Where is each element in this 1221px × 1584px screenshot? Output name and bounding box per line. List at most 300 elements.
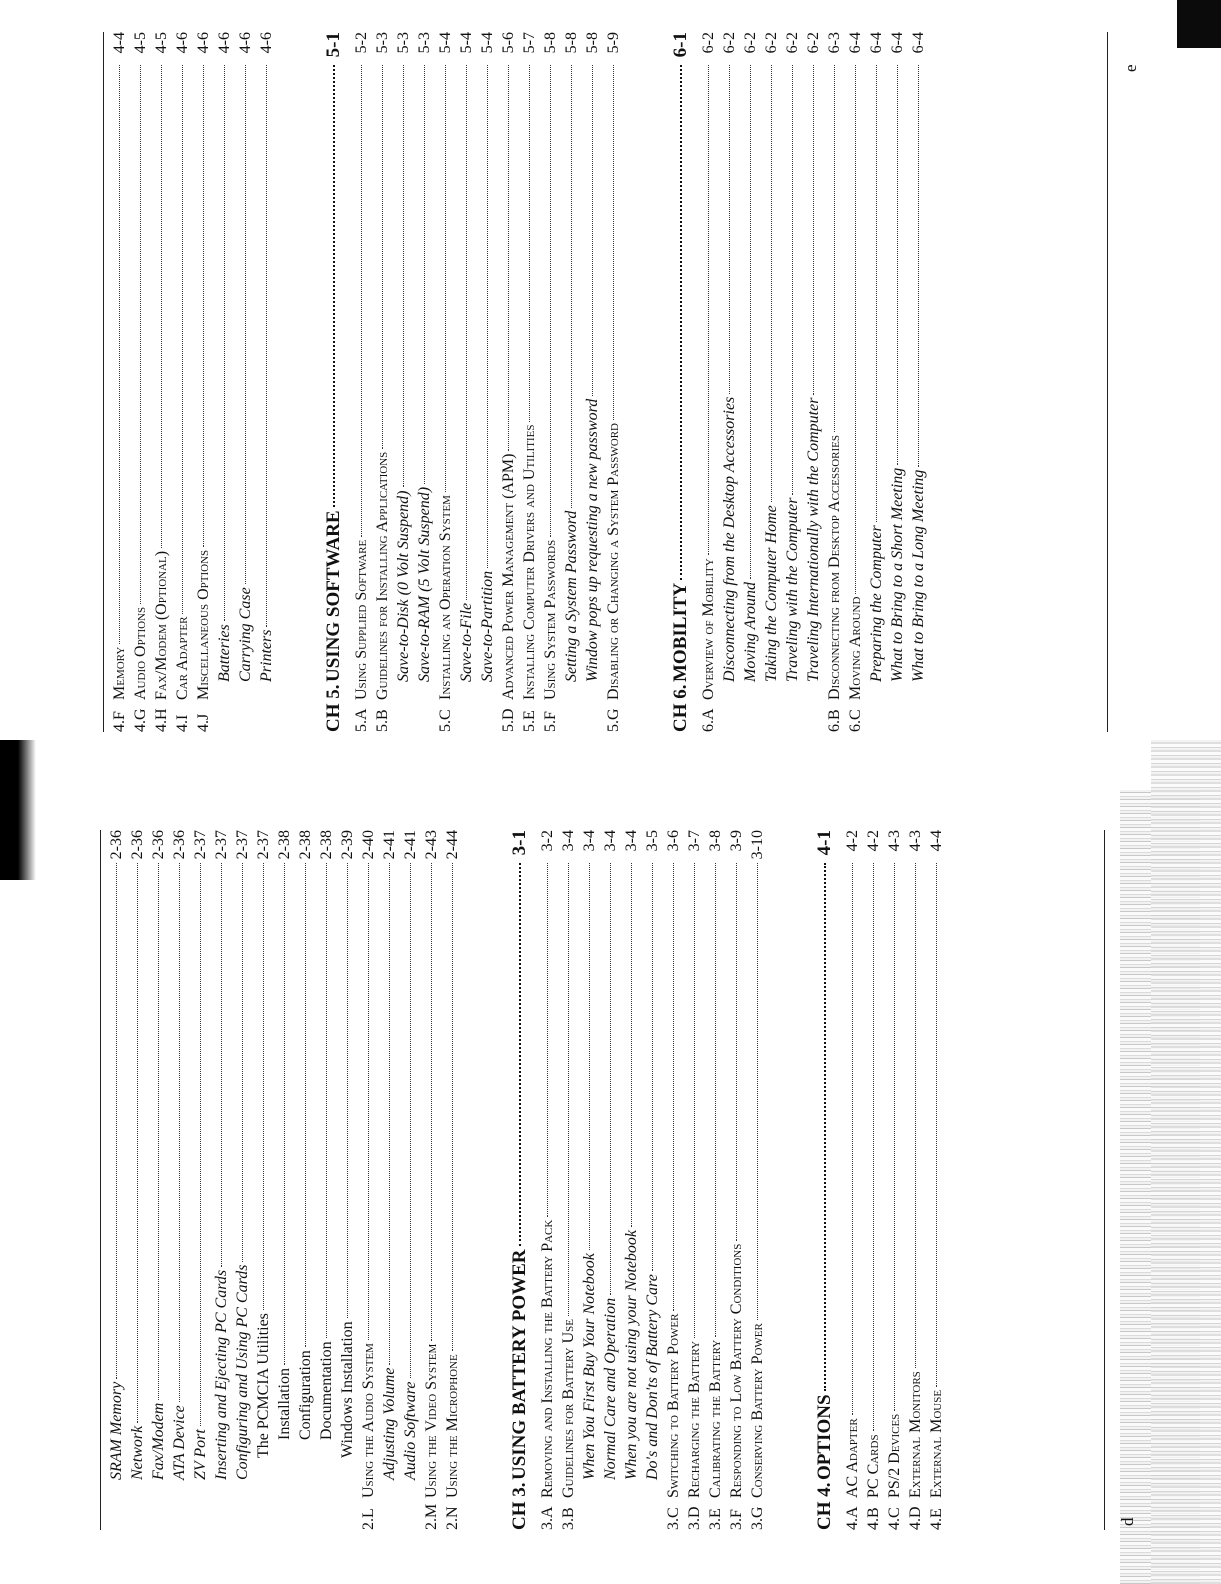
toc-entry-title: Responding to Low Battery Conditions (728, 1243, 745, 1498)
toc-entry-number: CH 5. (323, 684, 344, 732)
toc-entry-row[interactable] (256, 32, 277, 732)
toc-entry-row[interactable] (740, 32, 761, 732)
dot-leader (936, 863, 937, 1387)
dot-leader (466, 65, 467, 600)
toc-entry-number: 3.E (707, 1508, 724, 1530)
toc-entry-number: 3.C (665, 1507, 682, 1530)
toc-entry-title: USING BATTERY POWER (509, 1249, 530, 1480)
toc-entry-number: 4.C (886, 1507, 903, 1530)
toc-entry-row[interactable] (130, 32, 151, 732)
dot-leader (519, 863, 521, 1246)
toc-entry-title: Taking the Computer Home (763, 505, 780, 682)
toc-entry-title: Traveling Internationally with the Computer (805, 397, 822, 682)
page-letter: d (1118, 1517, 1137, 1526)
toc-page-number: 4-6 (174, 32, 191, 54)
toc-entry-row[interactable] (582, 32, 603, 732)
toc-page-number: 4-5 (132, 32, 149, 54)
bottom-rule (1104, 830, 1105, 1530)
toc-page-number: 2-37 (192, 830, 209, 860)
dot-leader (918, 65, 919, 467)
toc-entry-title: Switching to Battery Power (665, 1313, 682, 1498)
dot-leader (876, 65, 877, 522)
toc-page-number: 2-39 (339, 830, 356, 860)
toc-entry-row[interactable] (351, 32, 372, 732)
toc-entry-title: Conserving Battery Power (749, 1323, 766, 1498)
toc-page-number: 6-2 (742, 32, 759, 54)
dot-leader (568, 863, 569, 1316)
dot-leader (410, 863, 411, 1378)
toc-page-number: 4-6 (237, 32, 254, 54)
toc-page-number: 3-4 (581, 830, 598, 852)
toc-entry-row[interactable] (172, 32, 193, 732)
toc-entry-row[interactable] (414, 32, 435, 732)
toc-page-number: 6-2 (805, 32, 822, 54)
toc-entry-title: Network (129, 1425, 146, 1480)
dot-leader (224, 65, 225, 621)
dot-leader (771, 65, 772, 502)
toc-page-number: 4-6 (216, 32, 233, 54)
toc-entry-number: 2.M (423, 1503, 440, 1530)
dot-leader (284, 863, 285, 1365)
dot-leader (680, 65, 682, 580)
bottom-rule (1107, 32, 1108, 732)
toc-entry-row[interactable] (540, 32, 561, 732)
toc-entry-number: 5.D (500, 708, 517, 732)
toc-entry-number: 2.L (360, 1508, 377, 1530)
dot-leader (708, 65, 709, 555)
dot-leader (382, 65, 383, 449)
top-rule (103, 32, 104, 732)
toc-entry-row[interactable] (316, 830, 337, 1530)
toc-page-number: 6-2 (784, 32, 801, 54)
toc-entry-title: USING SOFTWARE (323, 510, 344, 682)
toc-entry-title: Preparing the Computer (868, 525, 885, 682)
toc-entry-row[interactable] (561, 32, 582, 732)
toc-page-number: 2-36 (108, 830, 125, 860)
toc-entry-title: Installation (276, 1368, 293, 1440)
toc-page-number: 3-5 (644, 830, 661, 852)
toc-entry-title: Inserting and Ejecting PC Cards (213, 1269, 230, 1480)
toc-entry-row[interactable] (393, 32, 414, 732)
toc-entry-row[interactable] (558, 830, 579, 1530)
toc-entry-row[interactable] (211, 830, 232, 1530)
dot-leader (445, 65, 446, 492)
section-gap (277, 32, 323, 732)
toc-entry-title: What to Bring to a Short Meeting (889, 467, 906, 682)
toc-entry-row[interactable] (295, 830, 316, 1530)
toc-page-number: 6-4 (868, 32, 885, 54)
toc-entry-title: Recharging the Battery (686, 1340, 703, 1498)
toc-page-number: 2-37 (234, 830, 251, 860)
dot-leader (326, 863, 327, 1338)
toc-page-number: 3-7 (686, 830, 703, 852)
toc-entry-row[interactable] (908, 32, 929, 732)
toc-entry-title: Traveling with the Computer (784, 497, 801, 682)
toc-entry-title: Audio Software (402, 1381, 419, 1480)
toc-entry-number: 6.B (826, 709, 843, 732)
toc-entry-title: Using System Passwords (542, 539, 559, 700)
toc-entry-title: Guidelines for Battery Use (560, 1318, 577, 1498)
dot-leader (203, 65, 204, 547)
toc-entry-row[interactable] (400, 830, 421, 1530)
toc-entry-title: Moving Around (847, 596, 864, 700)
toc-entry-title: Disabling or Changing a System Password (605, 423, 622, 700)
toc-entry-row[interactable] (169, 830, 190, 1530)
toc-page-number: 5-2 (353, 32, 370, 54)
dot-leader (631, 863, 632, 1227)
toc-page-number: 3-10 (749, 830, 766, 860)
dot-leader (452, 863, 453, 1351)
toc-entry-row[interactable] (761, 32, 782, 732)
toc-entry-row[interactable] (214, 32, 235, 732)
toc-entry-title: Using the Microphone (444, 1354, 461, 1498)
page-letter: e (1121, 64, 1140, 72)
toc-page-number: 2-41 (381, 830, 398, 860)
toc-page-number: 5-4 (479, 32, 496, 54)
toc-entry-row[interactable] (148, 830, 169, 1530)
toc-entry-title: Carrying Case (237, 587, 254, 682)
toc-entry-row[interactable] (863, 830, 884, 1530)
toc-page-number: 6-2 (721, 32, 738, 54)
toc-page-number: 4-4 (928, 830, 945, 852)
toc-entry-title: ATA Device (171, 1405, 188, 1480)
toc-page-number: 2-38 (318, 830, 335, 860)
toc-page-number: 2-36 (129, 830, 146, 860)
toc-page-number: 6-2 (763, 32, 780, 54)
toc-entry-number: 4.A (844, 1506, 861, 1530)
toc-entry-row[interactable] (579, 830, 600, 1530)
toc-entry-row[interactable] (845, 32, 866, 732)
toc-entry-number: 3.F (728, 1509, 745, 1530)
toc-entry-title: External Monitors (907, 1371, 924, 1498)
dot-leader (389, 863, 390, 1365)
toc-entry-title: Save-to-Partition (479, 570, 496, 682)
toc-entry-title: The PCMCIA Utilities (255, 1313, 272, 1458)
toc-entry-title: Adjusting Volume (381, 1367, 398, 1480)
toc-entry-row[interactable] (442, 830, 463, 1530)
dot-leader (182, 65, 183, 614)
toc-entry-row[interactable] (803, 32, 824, 732)
dot-leader (694, 863, 695, 1338)
toc-list-right (109, 32, 929, 732)
toc-page-number: 5-1 (323, 32, 344, 58)
dot-leader (736, 863, 737, 1241)
toc-entry-title: Moving Around (742, 582, 759, 682)
toc-page-number: 5-8 (584, 32, 601, 54)
toc-list-left (106, 830, 947, 1530)
toc-entry-row[interactable] (379, 830, 400, 1530)
toc-page-number: 5-8 (542, 32, 559, 54)
toc-entry-number: 4.H (153, 708, 170, 732)
toc-entry-title: Batteries (216, 624, 233, 682)
dot-leader (333, 65, 335, 507)
toc-entry-title: Installing an Operation System (437, 495, 454, 700)
toc-page-number: 6-4 (847, 32, 864, 54)
toc-entry-number: CH 6. (670, 684, 691, 732)
toc-entry-row[interactable] (456, 32, 477, 732)
toc-entry-title: Save-to-File (458, 602, 475, 682)
toc-entry-number: 4.J (195, 713, 212, 732)
scan-noise-edge (1151, 740, 1221, 1584)
toc-entry-row[interactable] (372, 32, 393, 732)
toc-entry-row[interactable] (498, 32, 519, 732)
dot-leader (221, 863, 222, 1267)
toc-entry-title: Save-to-Disk (0 Volt Suspend) (395, 490, 412, 682)
toc-entry-number: 5.G (605, 708, 622, 732)
toc-page-number: 4-6 (195, 32, 212, 54)
toc-entry-title: Using the Video System (423, 1343, 440, 1498)
dot-leader (119, 65, 120, 644)
dot-leader (592, 65, 593, 396)
toc-page-d (100, 800, 1137, 1560)
toc-entry-row[interactable] (600, 830, 621, 1530)
toc-entry-row[interactable] (232, 830, 253, 1530)
toc-page-number: 2-37 (255, 830, 272, 860)
toc-page-number: 4-3 (907, 830, 924, 852)
toc-entry-row[interactable] (705, 830, 726, 1530)
toc-entry-title: Advanced Power Management (APM) (500, 453, 517, 700)
toc-entry-row[interactable] (698, 32, 719, 732)
toc-page-number: 6-1 (670, 32, 691, 58)
toc-page-number: 6-3 (826, 32, 843, 54)
toc-entry-row[interactable] (435, 32, 456, 732)
dot-leader (424, 65, 425, 484)
toc-chapter-row[interactable] (670, 32, 698, 732)
toc-entry-title: Window pops up requesting a new password (584, 398, 601, 682)
toc-entry-title: AC Adapter (844, 1418, 861, 1498)
toc-entry-title: Fax/Modem (Optional) (153, 550, 170, 700)
toc-entry-number: 4.D (907, 1506, 924, 1530)
dot-leader (652, 863, 653, 1271)
dot-leader (263, 863, 264, 1310)
binding-shadow (0, 740, 36, 880)
dot-leader (610, 863, 611, 1295)
dot-leader (834, 65, 835, 432)
toc-entry-title: ZV Port (192, 1429, 209, 1480)
toc-entry-number: 5.B (374, 709, 391, 732)
toc-entry-title: Using the Audio System (360, 1343, 377, 1498)
toc-page-number: 2-36 (150, 830, 167, 860)
dot-leader (116, 863, 117, 1379)
toc-entry-row[interactable] (887, 32, 908, 732)
toc-entry-title: MOBILITY (670, 582, 691, 682)
toc-page-number: 2-43 (423, 830, 440, 860)
section-gap (768, 830, 814, 1530)
toc-entry-number: 3.B (560, 1507, 577, 1530)
toc-page-number: 3-9 (728, 830, 745, 852)
toc-page-number: 4-6 (258, 32, 275, 54)
scan-black-tab (1177, 0, 1221, 48)
toc-entry-title: Configuration (297, 1350, 314, 1440)
toc-page-number: 3-6 (665, 830, 682, 852)
toc-entry-title: OPTIONS (814, 1394, 835, 1480)
toc-entry-row[interactable] (642, 830, 663, 1530)
toc-entry-number: 4.G (132, 708, 149, 732)
toc-entry-title: SRAM Memory (108, 1381, 125, 1480)
dot-leader (161, 65, 162, 548)
toc-entry-row[interactable] (477, 32, 498, 732)
toc-entry-number: 4.E (928, 1508, 945, 1530)
toc-page-number: 5-3 (395, 32, 412, 54)
toc-page-number: 3-4 (602, 830, 619, 852)
dot-leader (873, 863, 874, 1431)
toc-page-number: 3-2 (539, 830, 556, 852)
dot-leader (852, 863, 853, 1415)
toc-page-number: 6-4 (910, 32, 927, 54)
toc-entry-title: Calibrating the Battery (707, 1339, 724, 1498)
toc-entry-row[interactable] (926, 830, 947, 1530)
toc-entry-row[interactable] (519, 32, 540, 732)
toc-entry-number: 3.D (686, 1506, 703, 1530)
dot-leader (824, 863, 826, 1391)
toc-entry-row[interactable] (253, 830, 274, 1530)
toc-page-number: 4-2 (844, 830, 861, 852)
dot-leader (140, 65, 141, 604)
dot-leader (347, 863, 348, 1318)
toc-page-number: 2-38 (276, 830, 293, 860)
toc-page-number: 5-3 (374, 32, 391, 54)
toc-entry-title: Setting a System Password (563, 510, 580, 682)
toc-entry-row[interactable] (106, 830, 127, 1530)
toc-entry-title: External Mouse (928, 1389, 945, 1498)
toc-entry-title: When you are not using your Notebook (623, 1229, 640, 1480)
toc-entry-title: What to Bring to a Long Meeting (910, 469, 927, 682)
toc-page-number: 5-3 (416, 32, 433, 54)
dot-leader (368, 863, 369, 1340)
toc-entry-row[interactable] (274, 830, 295, 1530)
dot-leader (431, 863, 432, 1341)
dot-leader (361, 65, 362, 537)
dot-leader (266, 65, 267, 627)
section-gap (463, 830, 509, 1530)
dot-leader (897, 65, 898, 465)
dot-leader (613, 65, 614, 420)
toc-page-number: 2-36 (171, 830, 188, 860)
dot-leader (589, 863, 590, 1250)
toc-entry-row[interactable] (824, 32, 845, 732)
toc-page-number: 3-4 (560, 830, 577, 852)
toc-entry-row[interactable] (151, 32, 172, 732)
toc-page-number: 4-1 (814, 830, 835, 856)
toc-entry-title: Save-to-RAM (5 Volt Suspend) (416, 486, 433, 682)
toc-page-number: 3-4 (623, 830, 640, 852)
toc-entry-title: Windows Installation (339, 1321, 356, 1458)
toc-entry-row[interactable] (684, 830, 705, 1530)
dot-leader (403, 65, 404, 487)
toc-entry-number: 5.C (437, 709, 454, 732)
toc-entry-title: Overview of Mobility (700, 558, 717, 700)
toc-entry-row[interactable] (358, 830, 379, 1530)
toc-entry-row[interactable] (127, 830, 148, 1530)
toc-page-number: 5-4 (458, 32, 475, 54)
dot-leader (200, 863, 201, 1426)
toc-page-number: 5-7 (521, 32, 538, 54)
toc-entry-row[interactable] (235, 32, 256, 732)
toc-entry-title: Normal Care and Operation (602, 1297, 619, 1480)
toc-entry-row[interactable] (719, 32, 740, 732)
dot-leader (487, 65, 488, 568)
toc-entry-title: Disconnecting from Desktop Accessories (826, 434, 843, 700)
toc-entry-row[interactable] (621, 830, 642, 1530)
dot-leader (855, 65, 856, 594)
toc-entry-number: 4.B (865, 1507, 882, 1530)
toc-entry-number: 4.I (174, 714, 191, 732)
toc-chapter-row[interactable] (814, 830, 842, 1530)
toc-entry-row[interactable] (884, 830, 905, 1530)
toc-entry-number: CH 4. (814, 1482, 835, 1530)
toc-page-number: 2-38 (297, 830, 314, 860)
toc-chapter-row[interactable] (323, 32, 351, 732)
dot-leader (179, 863, 180, 1402)
toc-entry-row[interactable] (782, 32, 803, 732)
toc-page-number: 4-3 (886, 830, 903, 852)
toc-page-number: 2-40 (360, 830, 377, 860)
toc-entry-title: Audio Options (132, 606, 149, 700)
toc-entry-number: 6.A (700, 708, 717, 732)
dot-leader (915, 863, 916, 1368)
toc-entry-row[interactable] (905, 830, 926, 1530)
dot-leader (571, 65, 572, 508)
dot-leader (529, 65, 530, 422)
toc-entry-row[interactable] (866, 32, 887, 732)
toc-entry-row[interactable] (190, 830, 211, 1530)
toc-entry-title: PS/2 Devices (886, 1413, 903, 1498)
toc-entry-number: 4.F (111, 711, 128, 732)
toc-entry-title: Fax/Modem (150, 1402, 167, 1480)
top-rule (100, 830, 101, 1530)
toc-entry-row[interactable] (337, 830, 358, 1530)
toc-page-number: 6-2 (700, 32, 717, 54)
toc-entry-title: When You First Buy Your Notebook (581, 1253, 598, 1480)
toc-entry-title: Printers (258, 629, 275, 682)
toc-entry-title: Memory (111, 646, 128, 700)
toc-page-number: 5-8 (563, 32, 580, 54)
toc-entry-row[interactable] (109, 32, 130, 732)
dot-leader (242, 863, 243, 1262)
toc-entry-title: Car Adapter (174, 616, 191, 700)
toc-entry-number: CH 3. (509, 1482, 530, 1530)
toc-page-number: 6-4 (889, 32, 906, 54)
toc-entry-row[interactable] (663, 830, 684, 1530)
toc-entry-title: PC Cards (865, 1434, 882, 1498)
toc-entry-row[interactable] (537, 830, 558, 1530)
toc-chapter-row[interactable] (509, 830, 537, 1530)
toc-page-number: 4-5 (153, 32, 170, 54)
toc-page-number: 3-8 (707, 830, 724, 852)
toc-entry-row[interactable] (726, 830, 747, 1530)
dot-leader (750, 65, 751, 579)
toc-entry-title: Configuring and Using PC Cards (234, 1264, 251, 1480)
toc-entry-row[interactable] (747, 830, 768, 1530)
toc-page-number: 2-41 (402, 830, 419, 860)
toc-page-e (103, 2, 1140, 762)
toc-page-number: 5-4 (437, 32, 454, 54)
toc-entry-number: 3.A (539, 1506, 556, 1530)
toc-entry-row[interactable] (193, 32, 214, 732)
toc-entry-row[interactable] (603, 32, 624, 732)
toc-entry-number: 5.F (542, 711, 559, 732)
dot-leader (792, 65, 793, 495)
dot-leader (757, 863, 758, 1320)
toc-page-number: 2-44 (444, 830, 461, 860)
toc-entry-title: Miscellaneous Options (195, 549, 212, 700)
toc-entry-row[interactable] (842, 830, 863, 1530)
toc-page-number: 3-1 (509, 830, 530, 856)
dot-leader (508, 65, 509, 451)
toc-page-number: 5-6 (500, 32, 517, 54)
toc-page-number: 2-37 (213, 830, 230, 860)
toc-entry-row[interactable] (421, 830, 442, 1530)
